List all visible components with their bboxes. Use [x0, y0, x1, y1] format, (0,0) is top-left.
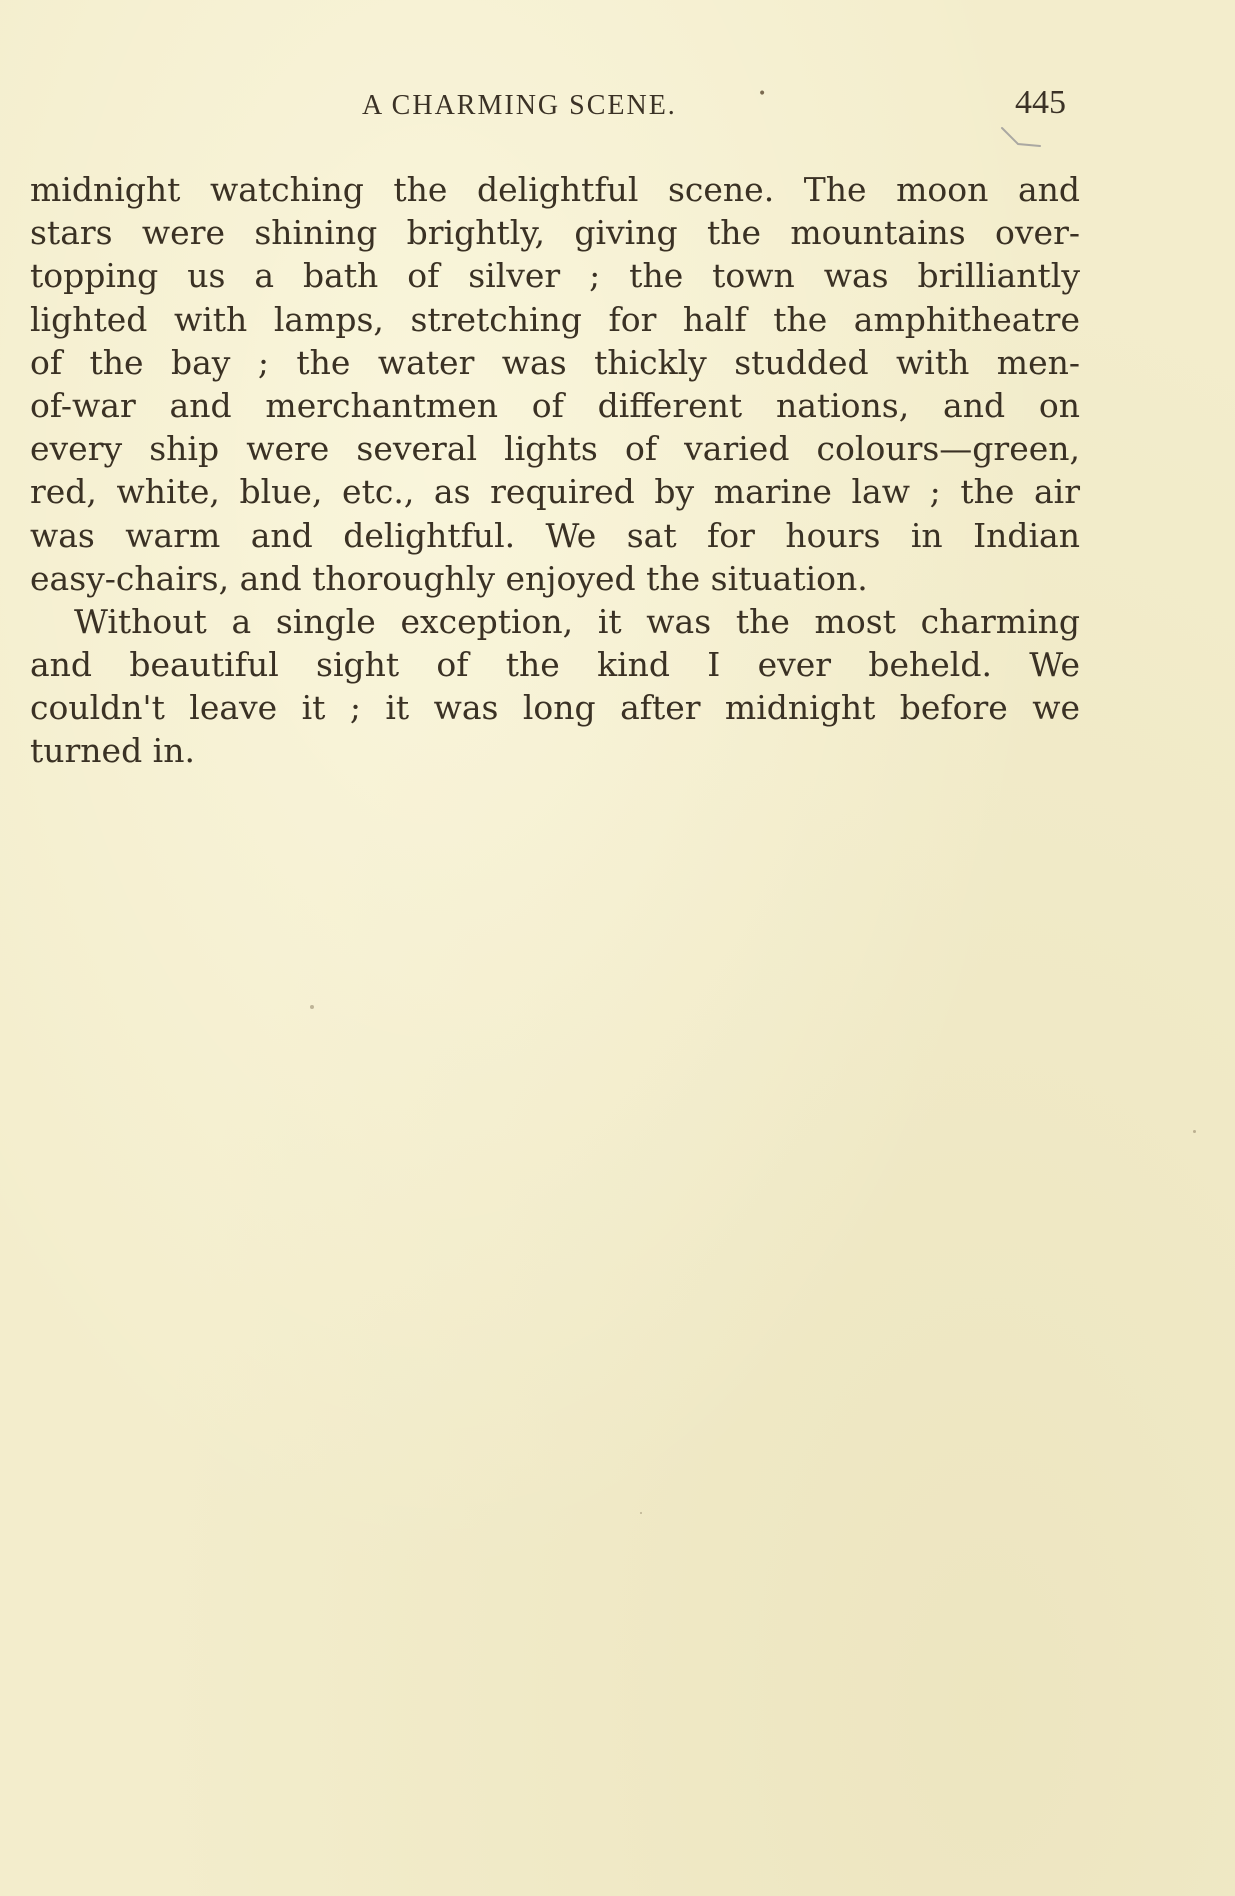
- text-line: red, white, blue, etc., as required by marine law ; the air: [30, 472, 1080, 512]
- text-line: every ship were several lights of varied colours—green,: [30, 429, 1080, 469]
- text-line: easy-chairs, and thoroughly enjoyed the situation.: [30, 558, 868, 598]
- paper-speck: [1193, 1130, 1196, 1133]
- text-line: topping us a bath of silver ; the town was brilliantly: [30, 256, 1080, 296]
- paper-speck: [310, 1005, 314, 1009]
- text-line: couldn't leave it ; it was long after midnight before we: [30, 688, 1080, 728]
- text-line: and beautiful sight of the kind I ever beheld. We: [30, 645, 1080, 685]
- text-line: lighted with lamps, stretching for half the amphitheatre: [30, 299, 1080, 339]
- text-line: stars were shining brightly, giving the mountains over-: [30, 213, 1080, 253]
- running-head: [30, 82, 1080, 122]
- text-line: was warm and delightful. We sat for hours in Indian: [30, 515, 1080, 555]
- text-line: of-war and merchantmen of different nations, and on: [30, 385, 1080, 425]
- text-line: Without a single exception, it was the most charming: [74, 601, 1080, 641]
- ornament-dot: •: [758, 86, 767, 102]
- pencil-mark: [1000, 124, 1044, 154]
- body-text: [30, 168, 1080, 773]
- running-title: A CHARMING SCENE.: [362, 90, 677, 121]
- text-line: turned in.: [30, 731, 195, 771]
- page-number: 445: [1015, 84, 1066, 121]
- paper-speck: [640, 1512, 642, 1514]
- text-line: midnight watching the delightful scene. The moon and: [30, 170, 1080, 209]
- text-line: of the bay ; the water was thickly studded with men-: [30, 342, 1080, 382]
